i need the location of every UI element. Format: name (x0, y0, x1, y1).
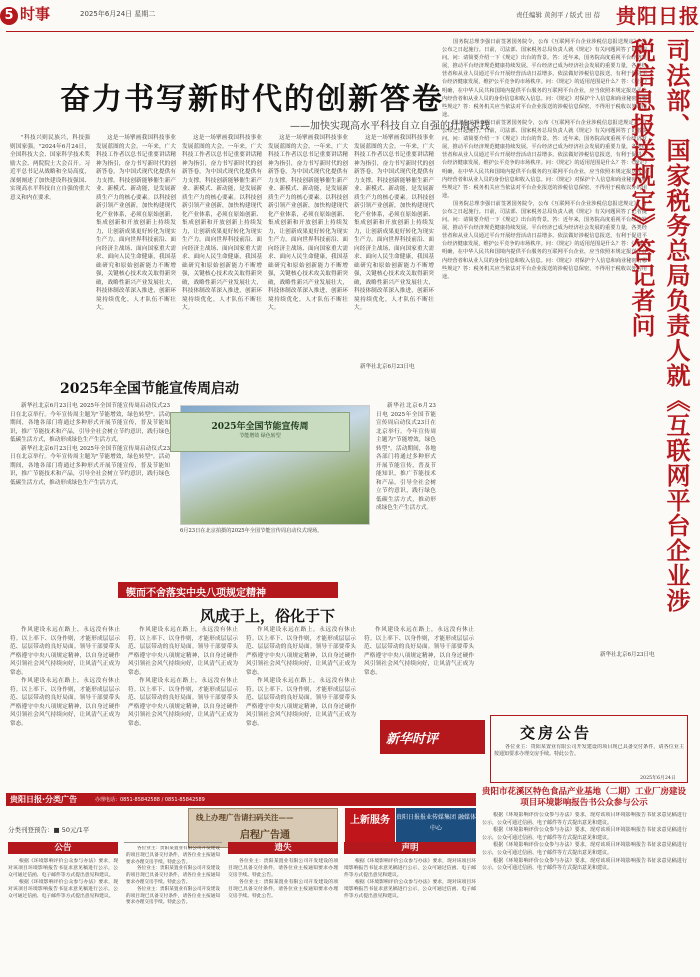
announcement-text: 根据《环境影响评价公众参与办法》要求，现对该项目环境影响报告书征求意见稿进行公示，公众可通过信函、电子邮件等方式提出意见和建议。 根据《环境影响评价公众参与办法》要求，现对该项目环境影响报告书征求意见稿进行公示，公众可通过信函、电子邮件等方式提出意见和建议。 (8, 859, 118, 899)
statement-text: 根据《环境影响评价公众参与办法》要求，现对该项目环境影响报告书征求意见稿进行公示，公众可通过信函、电子邮件等方式提出意见和建议。 根据《环境影响评价公众参与办法》要求，现对该项目环境影响报告书征求意见稿进行公示，公众可通过信函、电子邮件等方式提出意见和建议。 (344, 859, 476, 899)
main-source: 新华社北京6月23日电 (360, 364, 415, 370)
comment-col4: 作风建设永远在路上，永远没有休止符。以上率下、以身作则，才能形成层层示范、层层带动的良好局面。领导干部要带头严格遵守中央八项规定精神，以自身过硬作风引领社会风气持续向好，让风清气正成为常态。 (364, 627, 474, 676)
energy-body: 新华社北京6月23日电 2025年全国节能宣传周启动仪式23日在北京举行。今年宣传周主题为"节能增效，绿色转型"。活动期间，各地各部门将通过多种形式开展节能宣传，普及节能知识，推广节能技术和产品，引导全社会树立节约意识，践行绿色低碳生活方式，推动形成绿色生产生活方式。 新华社北京6月23日电 2025年全国节能宣传周启动仪式23日在北京举行。今年宣传周主题为"节能增效，绿色转型"。活动期间，各地各部门将通过多种形式开展节能宣传，普及节能知识，推广节能技术和产品，引导全社会树立节约意识，践行绿色低碳生活方式，推动形成绿色生产生活方式。 (10, 403, 170, 486)
classified-logo: 贵阳日报·分类广告 (10, 795, 78, 804)
page-number: 5 (0, 7, 18, 25)
section-label: 时事 (20, 5, 51, 23)
issue-date: 2025年6月24日 星期二 (80, 10, 156, 18)
editor-credit: 责任编辑 黄剑平 / 版式 田 蓓 (515, 11, 600, 19)
comment-bar: 锲而不舍落实中央八项规定精神 (118, 582, 338, 598)
notice-title: 贵阳市花溪区特色食品产业基地（二期）工业厂房建设项目环境影响报告书公众参与公示 (481, 787, 686, 808)
comment-headline: 风成于上，俗化于下 (200, 607, 336, 625)
jiaofang-date: 2025年6月24日 (640, 776, 676, 781)
ad-line1: 线上办理广告请扫码关注—— (196, 813, 294, 822)
media-box: 贵阳日报报业传媒集团 融媒体中心 (396, 808, 476, 848)
xinhua-comment-brand: 新华时评 (380, 720, 485, 754)
main-subheadline: ——加快实现高水平科技自立自强的壮阔实践 (290, 121, 490, 132)
comment-col1: 作风建设永远在路上，永远没有休止符。以上率下、以身作则，才能形成层层示范、层层带动的良好局面。领导干部要带头严格遵守中央八项规定精神，以自身过硬作风引领社会风气持续向好，让风清气正成为常态。 作风建设永远在路上，永远没有休止符。以上率下、以身作则，才能形成层层示范、层层带动的良好局面。领导干部要带头严格遵守中央八项规定精神，以自身过硬作风引领社会风气持续向好，让风清气正成为常态。 (10, 627, 120, 727)
section-announcement: 公告 (8, 842, 118, 854)
energy-caption: 6月23日在北京拍摄的2025年全国节能宣传周启动仪式现场。 (180, 528, 323, 534)
right-article-body: 国务院总理李强日前签署国务院令，公布《互联网平台企业涉税信息报送规定》，自公布之日起施行。日前，司法部、国家税务总局负责人就《规定》有关问题回答了记者提问。问：请简要介绍一下《规定》出台的背景。答：近年来，国务院高度重视平台经济发展，推动平台经济规范健康持续发展。平台经济已成为经济社会发展的重要力量，各类经营者和从业人员通过平台开展经营活动日益增多。依法做好涉税信息报送，有利于促进平台经济健康发展，维护公平竞争的市场秩序。问：《规定》的适用范围是什么？答：《规定》明确，在中华人民共和国境内提供平台服务的互联网平台企业，应当依照本规定报送平台内经营者和从业人员的身份信息和收入信息。问：《规定》对保护个人信息和商业秘密有哪些规定？答：税务机关应当依法对平台企业报送的涉税信息保密，不得用于税收以外的用途。 国务院总理李强日前签署国务院令，公布《互联网平台企业涉税信息报送规定》，自公布之日起施行。日前，司法部、国家税务总局负责人就《规定》有关问题回答了记者提问。问：请简要介绍一下《规定》出台的背景。答：近年来，国务院高度重视平台经济发展，推动平台经济规范健康持续发展。平台经济已成为经济社会发展的重要力量，各类经营者和从业人员通过平台开展经营活动日益增多。依法做好涉税信息报送，有利于促进平台经济健康发展，维护公平竞争的市场秩序。问：《规定》的适用范围是什么？答：《规定》明确，在中华人民共和国境内提供平台服务的互联网平台企业，应当依照本规定报送平台内经营者和从业人员的身份信息和收入信息。问：《规定》对保护个人信息和商业秘密有哪些规定？答：税务机关应当依法对平台企业报送的涉税信息保密，不得用于税收以外的用途。 国务院总理李强日前签署国务院令，公布《互联网平台企业涉税信息报送规定》，自公布之日起施行。日前，司法部、国家税务总局负责人就《规定》有关问题回答了记者提问。问：请简要介绍一下《规定》出台的背景。答：近年来，国务院高度重视平台经济发展，推动平台经济规范健康持续发展。平台经济已成为经济社会发展的重要力量，各类经营者和从业人员通过平台开展经营活动日益增多。依法做好涉税信息报送，有利于促进平台经济健康发展，维护公平竞争的市场秩序。问：《规定》的适用范围是什么？答：《规定》明确，在中华人民共和国境内提供平台服务的互联网平台企业，应当依照本规定报送平台内经营者和从业人员的身份信息和收入信息。问：《规定》对保护个人信息和商业秘密有哪些规定？答：税务机关应当依法对平台企业报送的涉税信息保密，不得用于税收以外的用途。 (442, 39, 647, 280)
right-article-title: 司法部、国家税务总局负责人就《互联网平台企业涉税信息报送规定》答记者问 (627, 38, 691, 613)
newspaper-logo: 贵阳日报 (616, 4, 700, 28)
banner-sub: 节能增效 绿色转型 (239, 433, 281, 439)
comment-col2: 作风建设永远在路上，永远没有休止符。以上率下、以身作则，才能形成层层示范、层层带动的良好局面。领导干部要带头严格遵守中央八项规定精神，以自身过硬作风引领社会风气持续向好，让风清气正成为常态。 作风建设永远在路上，永远没有休止符。以上率下、以身作则，才能形成层层示范、层层带动的良好局面。领导干部要带头严格遵守中央八项规定精神，以自身过硬作风引领社会风气持续向好，让风清气正成为常态。 (128, 627, 238, 727)
right-article-source: 新华社北京6月23日电 (600, 652, 655, 658)
lost-text: 各位业主：贵阳某置业有限公司开发建设的项目现已具备交付条件，请各位业主按通知要求办理交房手续。特此公告。 各位业主：贵阳某置业有限公司开发建设的项目现已具备交付条件，请各位业主按通知要求办理交房手续。特此公告。 (228, 859, 338, 899)
energy-body-col2: 新华社北京6月23日电 2025年全国节能宣传周启动仪式23日在北京举行。今年宣传周主题为"节能增效，绿色转型"。活动期间，各地各部门将通过多种形式开展节能宣传，普及节能知识，推广节能技术和产品，引导全社会树立节约意识，践行绿色低碳生活方式，推动形成绿色生产生活方式。 (376, 403, 436, 511)
section-statement: 声明 (344, 842, 476, 854)
jiaofang-title: 交房公告 (520, 724, 593, 742)
ad-line2: 启程广告通 (240, 830, 290, 841)
listing-text: 各位业主：贵阳某置业有限公司开发建设的项目现已具备交付条件，请各位业主按通知要求办理交房手续。特此公告。 各位业主：贵阳某置业有限公司开发建设的项目现已具备交付条件，请各位业主按通知要求办理交房手续。特此公告。 各位业主：贵阳某置业有限公司开发建设的项目现已具备交付条件，请各位业主按通知要求办理交房手续。特此公告。 (126, 846, 220, 906)
main-lead: "科技兴则民族兴，科技强则国家强。"2024年6月24日，全国科技大会、国家科学技术奖励大会、两院院士大会召开。习近平总书记从战略和全局高度，深刻阐述了加快建设科技强国、实现高水平科技自立自强的重大意义和内在要求。 (10, 135, 90, 201)
jiaofang-body: 各位业主：贵阳某置业有限公司开发建设的项目现已具备交付条件，请各位业主按通知要求办理交房手续。特此公告。 (494, 744, 684, 757)
main-body-col2: 这是一场擘画我国科技事业发展蓝图的大会。一年来，广大科技工作者以总书记重要讲话精神为指引，奋力书写新时代的创新答卷，为中国式现代化提供有力支撑。科技创新能够催生新产业、新模式、新动能，是发展新质生产力的核心要素。以科技创新引领产业创新，加快构建现代化产业体系，必须在原始创新、集成创新和开放创新上持续发力，让创新成果更好转化为现实生产力。面向世界科技前沿、面向经济主战场、面向国家重大需求、面向人民生命健康，我国基础研究和原始创新能力不断增强，关键核心技术攻关取得新突破，战略性新兴产业发展壮大，科技体制改革深入推进，创新环境持续优化，人才队伍不断壮大。 (96, 135, 176, 311)
service-box[interactable]: 上新服务 (345, 808, 395, 848)
main-body-col3: 这是一场擘画我国科技事业发展蓝图的大会。一年来，广大科技工作者以总书记重要讲话精神为指引，奋力书写新时代的创新答卷，为中国式现代化提供有力支撑。科技创新能够催生新产业、新模式、新动能，是发展新质生产力的核心要素。以科技创新引领产业创新，加快构建现代化产业体系，必须在原始创新、集成创新和开放创新上持续发力，让创新成果更好转化为现实生产力。面向世界科技前沿、面向经济主战场、面向国家重大需求、面向人民生命健康，我国基础研究和原始创新能力不断增强，关键核心技术攻关取得新突破，战略性新兴产业发展壮大，科技体制改革深入推进，创新环境持续优化，人才队伍不断壮大。 (182, 135, 262, 311)
notice-body: 根据《环境影响评价公众参与办法》要求，现对该项目环境影响报告书征求意见稿进行公示，公众可通过信函、电子邮件等方式提出意见和建议。 根据《环境影响评价公众参与办法》要求，现对该项目环境影响报告书征求意见稿进行公示，公众可通过信函、电子邮件等方式提出意见和建议。 根据《环境影响评价公众参与办法》要求，现对该项目环境影响报告书征求意见稿进行公示，公众可通过信函、电子邮件等方式提出意见和建议。 根据《环境影响评价公众参与办法》要求，现对该项目环境影响报告书征求意见稿进行公示，公众可通过信函、电子邮件等方式提出意见和建议。 (482, 812, 687, 872)
page-section (0, 3, 50, 25)
comment-col3: 作风建设永远在路上，永远没有休止符。以上率下、以身作则，才能形成层层示范、层层带动的良好局面。领导干部要带头严格遵守中央八项规定精神，以自身过硬作风引领社会风气持续向好，让风清气正成为常态。 作风建设永远在路上，永远没有休止符。以上率下、以身作则，才能形成层层示范、层层带动的良好局面。领导干部要带头严格遵守中央八项规定精神，以自身过硬作风引领社会风气持续向好，让风清气正成为常态。 (246, 627, 356, 727)
energy-headline: 2025年全国节能宣传周启动 (60, 381, 239, 397)
section-lost: 遗失 (228, 842, 338, 854)
classified-phone: 办理电话：0851-85842588 / 0851-85842589 (95, 797, 205, 803)
banner-title: 2025年全国节能宣传周 (211, 422, 309, 432)
main-body-col4: 这是一场擘画我国科技事业发展蓝图的大会。一年来，广大科技工作者以总书记重要讲话精神为指引，奋力书写新时代的创新答卷，为中国式现代化提供有力支撑。科技创新能够催生新产业、新模式、新动能，是发展新质生产力的核心要素。以科技创新引领产业创新，加快构建现代化产业体系，必须在原始创新、集成创新和开放创新上持续发力，让创新成果更好转化为现实生产力。面向世界科技前沿、面向经济主战场、面向国家重大需求、面向人民生命健康，我国基础研究和原始创新能力不断增强，关键核心技术攻关取得新突破，战略性新兴产业发展壮大，科技体制改革深入推进，创新环境持续优化，人才队伍不断壮大。 (268, 135, 348, 311)
energy-banner (170, 412, 350, 452)
main-body-col5: 这是一场擘画我国科技事业发展蓝图的大会。一年来，广大科技工作者以总书记重要讲话精神为指引，奋力书写新时代的创新答卷，为中国式现代化提供有力支撑。科技创新能够催生新产业、新模式、新动能，是发展新质生产力的核心要素。以科技创新引领产业创新，加快构建现代化产业体系，必须在原始创新、集成创新和开放创新上持续发力，让创新成果更好转化为现实生产力。面向世界科技前沿、面向经济主战场、面向国家重大需求、面向人民生命健康，我国基础研究和原始创新能力不断增强，关键核心技术攻关取得新突破，战略性新兴产业发展壮大，科技体制改革深入推进，创新环境持续优化，人才队伍不断壮大。 (354, 135, 434, 311)
main-headline: 奋力书写新时代的创新答卷 (60, 82, 444, 117)
classified-subscription: 分类刊登预告：■ 50元/1平 (8, 826, 90, 834)
